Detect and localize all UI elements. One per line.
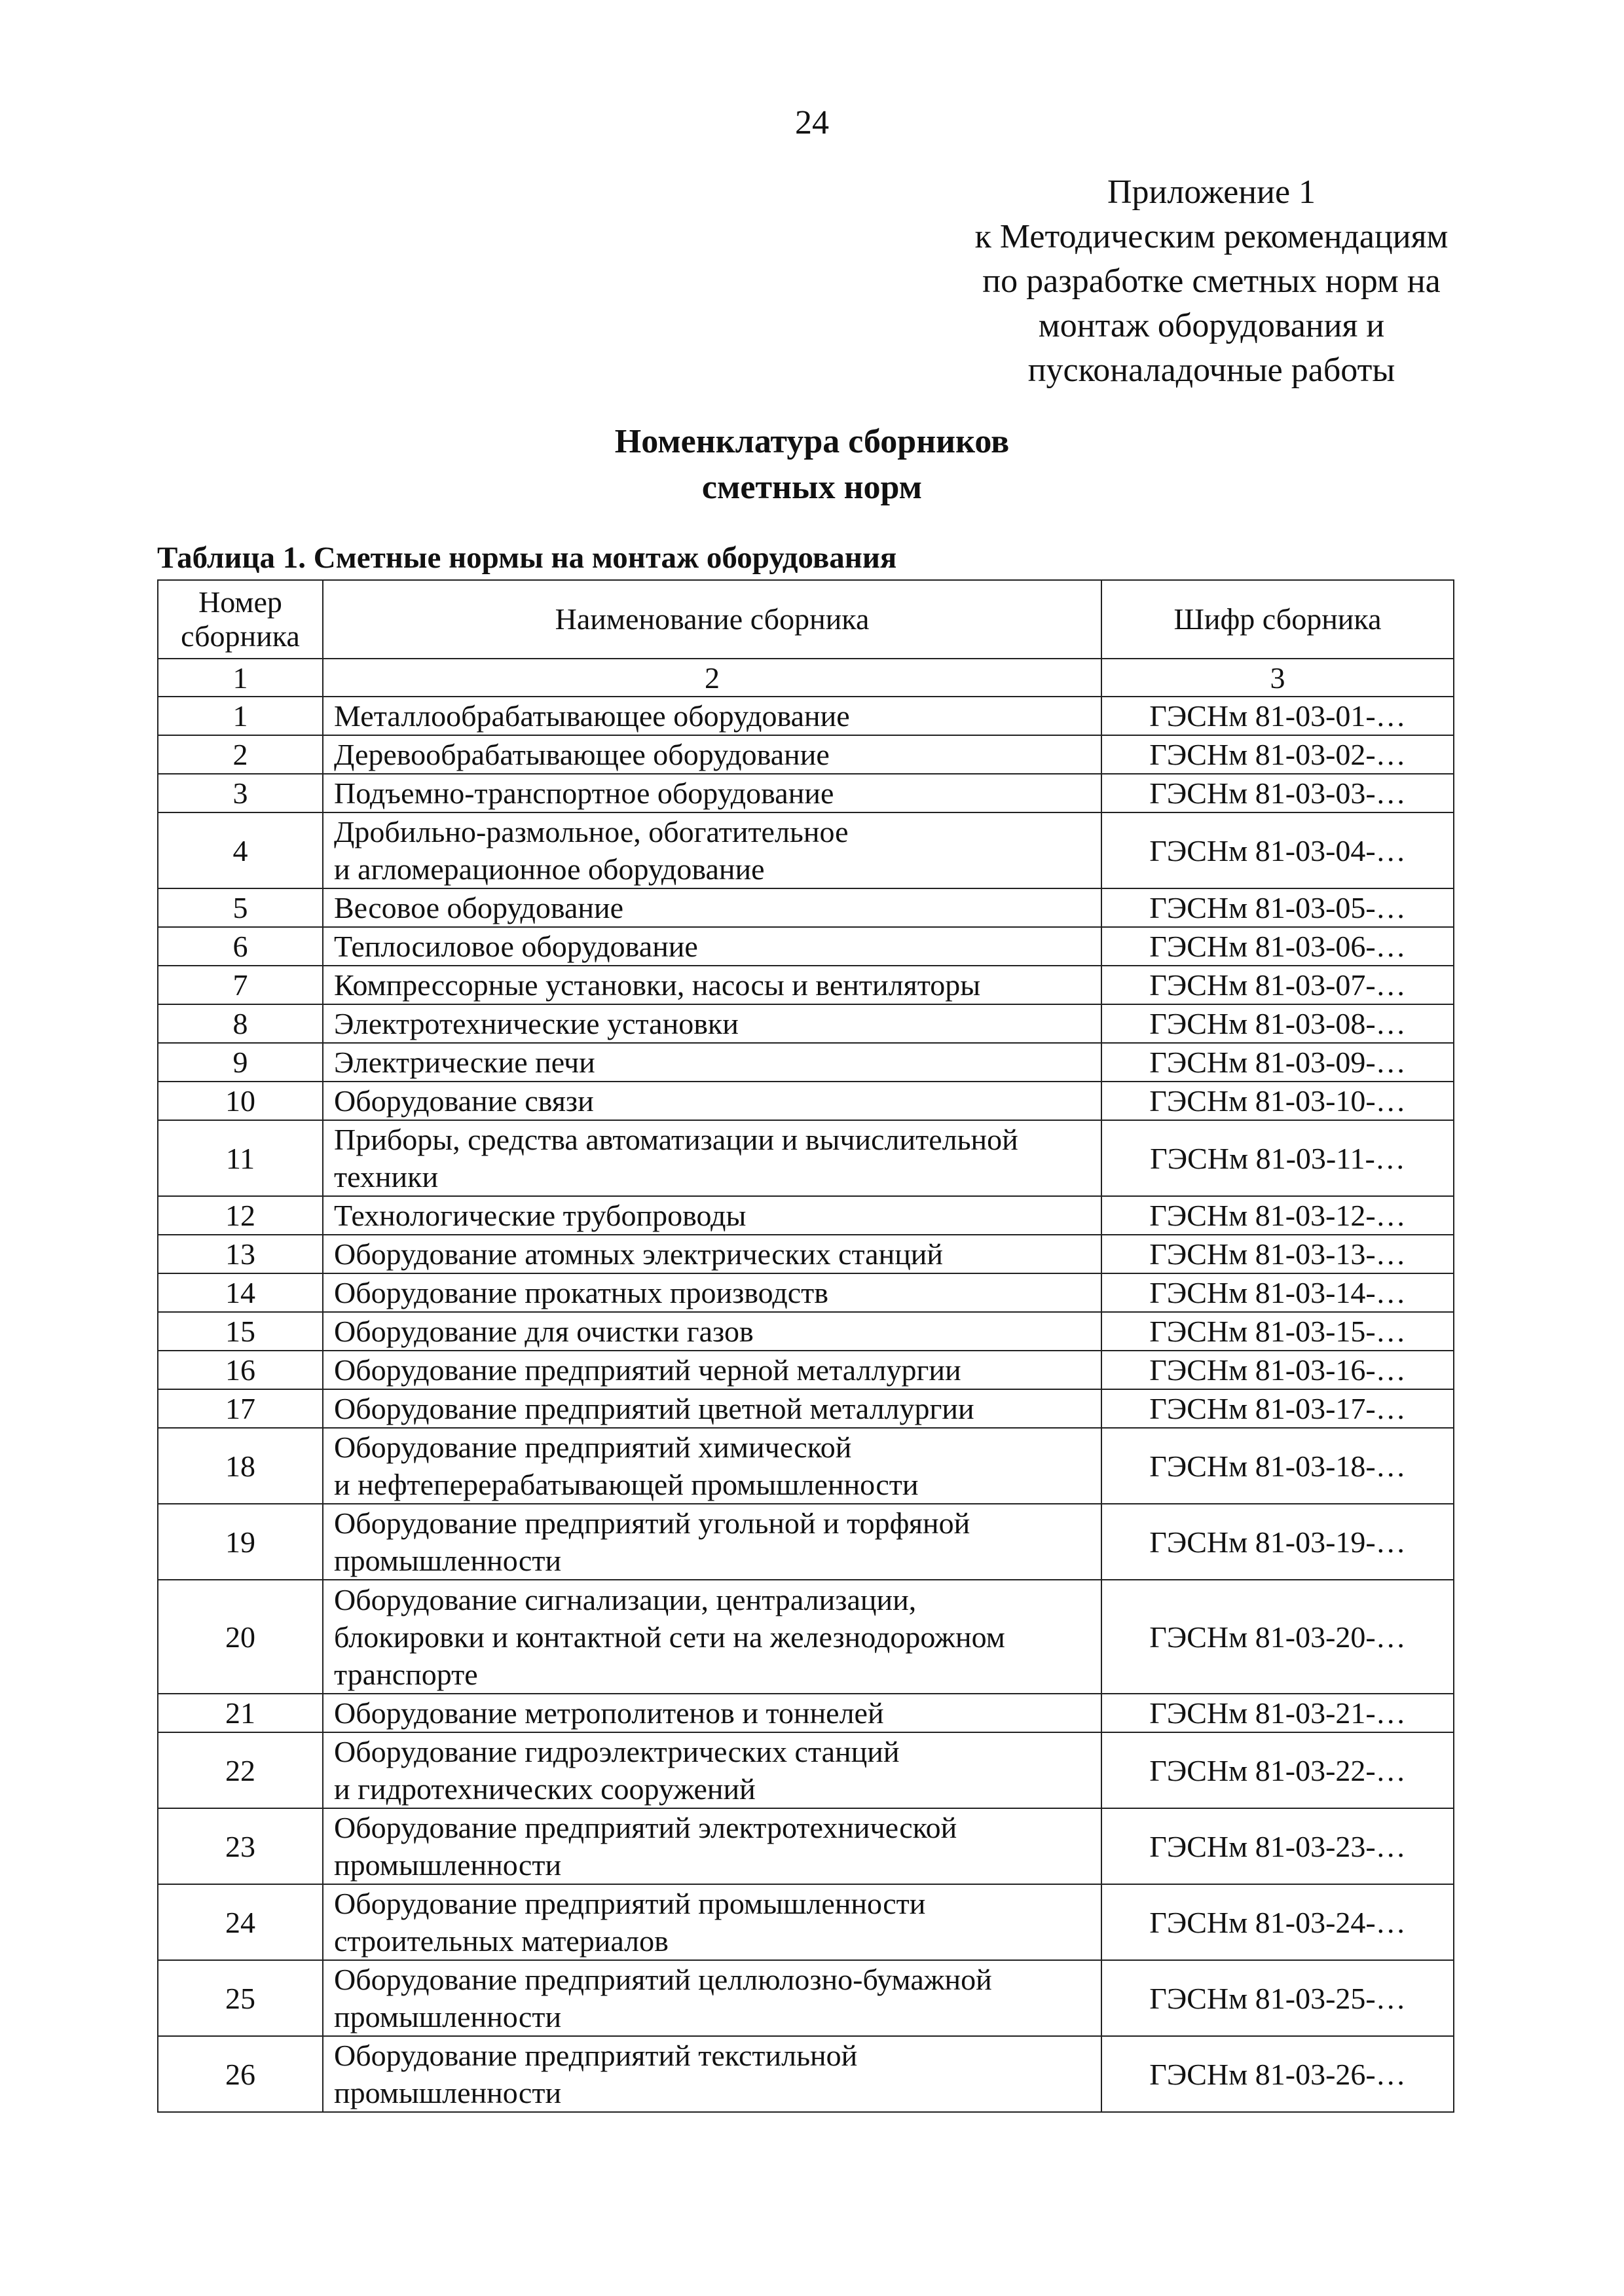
row-number: 5 (158, 888, 323, 927)
row-name-line: Электротехнические установки (334, 1007, 739, 1040)
row-name (323, 812, 1101, 888)
norms-table (157, 579, 1454, 2113)
row-name-line: Технологические трубопроводы (334, 1199, 747, 1232)
row-name (323, 1504, 1101, 1580)
appendix-line: по разработке сметных норм на (982, 263, 1441, 300)
table-row (158, 888, 1454, 927)
row-name (323, 888, 1101, 927)
row-name-line: промышленности (334, 2076, 562, 2109)
row-number: 17 (158, 1389, 323, 1428)
table-row (158, 1694, 1454, 1732)
row-code: ГЭСНм 81-03-26-… (1101, 2036, 1454, 2112)
column-number-row (158, 659, 1454, 697)
row-number: 18 (158, 1428, 323, 1504)
column-number: 1 (158, 659, 323, 697)
row-code: ГЭСНм 81-03-20-… (1101, 1580, 1454, 1694)
row-code: ГЭСНм 81-03-21-… (1101, 1694, 1454, 1732)
header-number-text: Номер сборника (181, 585, 300, 653)
row-name-line: Оборудование гидроэлектрических станций (334, 1735, 900, 1768)
row-name-line: Дробильно-размольное, обогатительное (334, 815, 849, 848)
row-number: 20 (158, 1580, 323, 1694)
row-number: 21 (158, 1694, 323, 1732)
row-number: 24 (158, 1884, 323, 1960)
row-name-line: Оборудование предприятий угольной и торфяной (334, 1506, 970, 1540)
row-name-line: промышленности (334, 2000, 562, 2033)
row-code: ГЭСНм 81-03-13-… (1101, 1235, 1454, 1273)
table-row (158, 1235, 1454, 1273)
row-number: 12 (158, 1196, 323, 1235)
row-name (323, 1694, 1101, 1732)
row-number: 19 (158, 1504, 323, 1580)
row-code: ГЭСНм 81-03-23-… (1101, 1808, 1454, 1884)
table-row (158, 1082, 1454, 1120)
row-name-line: Оборудование для очистки газов (334, 1315, 754, 1348)
row-number: 23 (158, 1808, 323, 1884)
row-code: ГЭСНм 81-03-17-… (1101, 1389, 1454, 1428)
row-code: ГЭСНм 81-03-18-… (1101, 1428, 1454, 1504)
row-name (323, 1389, 1101, 1428)
row-code: ГЭСНм 81-03-25-… (1101, 1960, 1454, 2036)
column-number: 2 (323, 659, 1101, 697)
table-row (158, 812, 1454, 888)
table-row (158, 1428, 1454, 1504)
table-row (158, 966, 1454, 1004)
row-name (323, 927, 1101, 966)
row-name (323, 735, 1101, 774)
row-name (323, 1884, 1101, 1960)
row-name (323, 774, 1101, 812)
table-row (158, 1580, 1454, 1694)
row-name (323, 1120, 1101, 1196)
row-code: ГЭСНм 81-03-08-… (1101, 1004, 1454, 1043)
row-name-line: Оборудование прокатных производств (334, 1276, 828, 1309)
document-title (0, 419, 1624, 511)
row-name (323, 1043, 1101, 1082)
header-name: Наименование сборника (323, 580, 1101, 659)
row-number: 10 (158, 1082, 323, 1120)
row-name-line: Теплосиловое оборудование (334, 930, 698, 963)
table-row (158, 1960, 1454, 2036)
row-name (323, 1196, 1101, 1235)
row-name-line: Оборудование метрополитенов и тоннелей (334, 1696, 884, 1730)
appendix-line: к Методическим рекомендациям (974, 218, 1449, 255)
row-name-line: и гидротехнических сооружений (334, 1772, 756, 1806)
title-line: Номенклатура сборников (614, 423, 1010, 460)
row-code: ГЭСНм 81-03-04-… (1101, 812, 1454, 888)
row-number: 11 (158, 1120, 323, 1196)
row-code: ГЭСНм 81-03-12-… (1101, 1196, 1454, 1235)
row-name-line: и агломерационное оборудование (334, 852, 765, 886)
row-code: ГЭСНм 81-03-03-… (1101, 774, 1454, 812)
row-name (323, 2036, 1101, 2112)
row-name-line: Оборудование предприятий цветной металлургии (334, 1392, 974, 1425)
row-name-line: Электрические печи (334, 1046, 595, 1079)
row-name (323, 1580, 1101, 1694)
row-number: 8 (158, 1004, 323, 1043)
table-body (158, 697, 1454, 2112)
row-number: 6 (158, 927, 323, 966)
row-name-line: Оборудование предприятий целлюлозно-бумажной (334, 1963, 992, 1996)
row-name-line: Оборудование предприятий химической (334, 1430, 852, 1464)
table-row (158, 927, 1454, 966)
header-code: Шифр сборника (1101, 580, 1454, 659)
row-name-line: Оборудование связи (334, 1084, 594, 1118)
page-number: 24 (795, 104, 829, 141)
row-code: ГЭСНм 81-03-14-… (1101, 1273, 1454, 1312)
row-name (323, 1082, 1101, 1120)
row-code: ГЭСНм 81-03-15-… (1101, 1312, 1454, 1351)
row-number: 26 (158, 2036, 323, 2112)
row-name-line: Оборудование предприятий промышленности (334, 1887, 926, 1920)
row-number: 22 (158, 1732, 323, 1808)
row-name-line: Деревообрабатывающее оборудование (334, 738, 830, 771)
table-row (158, 1732, 1454, 1808)
row-number: 1 (158, 697, 323, 735)
row-number: 7 (158, 966, 323, 1004)
table-row (158, 697, 1454, 735)
column-number: 3 (1101, 659, 1454, 697)
table-row (158, 1808, 1454, 1884)
row-number: 2 (158, 735, 323, 774)
row-number: 9 (158, 1043, 323, 1082)
row-name-line: Оборудование предприятий текстильной (334, 2039, 858, 2072)
row-name (323, 1732, 1101, 1808)
row-name-line: Подъемно-транспортное оборудование (334, 776, 834, 810)
row-name (323, 697, 1101, 735)
table-row (158, 1351, 1454, 1389)
table-row (158, 1273, 1454, 1312)
row-number: 15 (158, 1312, 323, 1351)
table-row (158, 1196, 1454, 1235)
row-number: 25 (158, 1960, 323, 2036)
row-name (323, 1004, 1101, 1043)
row-code: ГЭСНм 81-03-06-… (1101, 927, 1454, 966)
table-row (158, 1884, 1454, 1960)
table-row (158, 1504, 1454, 1580)
row-name (323, 1428, 1101, 1504)
table-row (158, 735, 1454, 774)
row-name (323, 966, 1101, 1004)
row-name-line: Приборы, средства автоматизации и вычислительной (334, 1123, 1018, 1156)
row-code: ГЭСНм 81-03-19-… (1101, 1504, 1454, 1580)
row-name-line: техники (334, 1160, 439, 1194)
row-name (323, 1312, 1101, 1351)
row-code: ГЭСНм 81-03-01-… (1101, 697, 1454, 735)
row-code: ГЭСНм 81-03-16-… (1101, 1351, 1454, 1389)
row-name-line: промышленности (334, 1544, 562, 1577)
row-name-line: Весовое оборудование (334, 891, 624, 924)
row-number: 3 (158, 774, 323, 812)
row-code: ГЭСНм 81-03-11-… (1101, 1120, 1454, 1196)
row-name-line: Оборудование предприятий электротехнической (334, 1811, 957, 1844)
table-row (158, 1004, 1454, 1043)
table-row (158, 2036, 1454, 2112)
row-name (323, 1808, 1101, 1884)
row-code: ГЭСНм 81-03-09-… (1101, 1043, 1454, 1082)
appendix-line: Приложение 1 (1107, 173, 1316, 211)
appendix-note (917, 170, 1506, 393)
row-number: 13 (158, 1235, 323, 1273)
row-name (323, 1235, 1101, 1273)
row-name (323, 1273, 1101, 1312)
row-name-line: строительных материалов (334, 1924, 669, 1958)
row-name-line: промышленности (334, 1848, 562, 1882)
row-code: ГЭСНм 81-03-05-… (1101, 888, 1454, 927)
row-number: 4 (158, 812, 323, 888)
row-name-line: Металлообрабатывающее оборудование (334, 699, 850, 733)
row-code: ГЭСНм 81-03-10-… (1101, 1082, 1454, 1120)
appendix-line: пусконаладочные работы (1027, 352, 1395, 389)
row-name-line: транспорте (334, 1657, 478, 1691)
row-code: ГЭСНм 81-03-24-… (1101, 1884, 1454, 1960)
table-row (158, 774, 1454, 812)
row-code: ГЭСНм 81-03-02-… (1101, 735, 1454, 774)
title-line: сметных норм (701, 469, 923, 506)
row-name (323, 1960, 1101, 2036)
row-name-line: Оборудование предприятий черной металлургии (334, 1353, 961, 1387)
table-header-row (158, 580, 1454, 659)
table-row (158, 1312, 1454, 1351)
row-code: ГЭСНм 81-03-22-… (1101, 1732, 1454, 1808)
row-number: 14 (158, 1273, 323, 1312)
row-code: ГЭСНм 81-03-07-… (1101, 966, 1454, 1004)
row-name-line: блокировки и контактной сети на железнодорожном (334, 1620, 1005, 1654)
row-name-line: Оборудование атомных электрических станций (334, 1237, 944, 1271)
table-row (158, 1120, 1454, 1196)
row-number: 16 (158, 1351, 323, 1389)
table-row (158, 1389, 1454, 1428)
row-name-line: и нефтеперерабатывающей промышленности (334, 1468, 919, 1501)
row-name-line: Оборудование сигнализации, централизации, (334, 1582, 917, 1616)
table-row (158, 1043, 1454, 1082)
appendix-line: монтаж оборудования и (1038, 307, 1385, 344)
row-name (323, 1351, 1101, 1389)
header-number (158, 580, 323, 659)
table-caption: Таблица 1. Сметные нормы на монтаж оборудования (157, 541, 897, 575)
row-name-line: Компрессорные установки, насосы и вентиляторы (334, 968, 981, 1002)
